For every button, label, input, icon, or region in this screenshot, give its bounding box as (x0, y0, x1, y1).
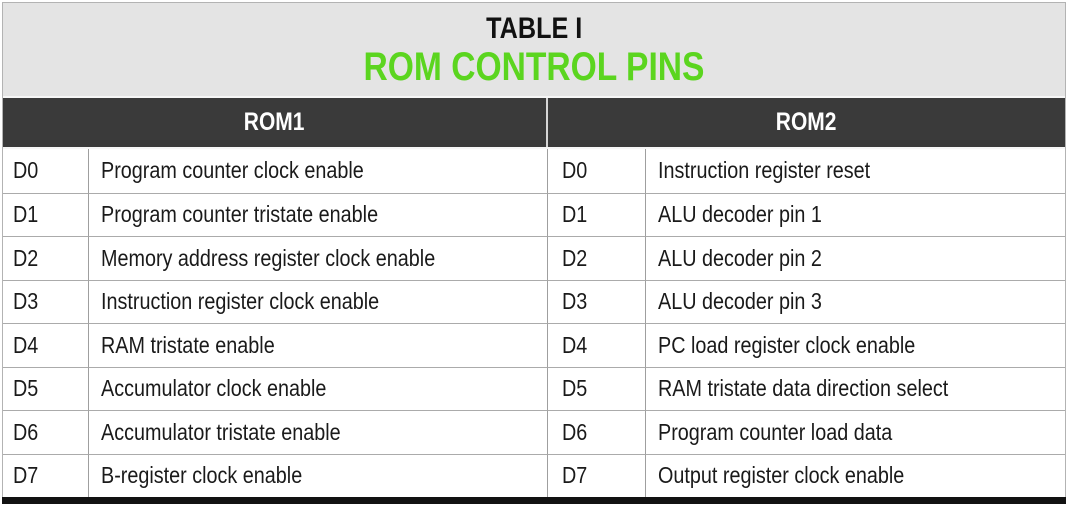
table-number-title (477, 12, 591, 46)
description-cell: B-register clock enable (89, 454, 548, 498)
table-name-title (331, 46, 737, 88)
description-cell: ALU decoder pin 2 (646, 236, 1065, 280)
description-cell: Accumulator clock enable (89, 367, 548, 411)
pin-cell: D1 (3, 193, 89, 237)
description-cell: Instruction register reset (658, 157, 871, 184)
pin-cell: D5 (548, 367, 646, 411)
table-frame (2, 2, 1066, 497)
description-cell: RAM tristate data direction select (646, 367, 1065, 411)
description-cell: Program counter tristate enable (89, 193, 548, 237)
description-cell: Instruction register clock enable (89, 280, 548, 324)
table-number-text: TABLE I (485, 11, 583, 45)
rom1-header-label: ROM1 (244, 108, 305, 136)
pin-cell: D0 (548, 149, 646, 193)
column-header-rom2 (548, 98, 1065, 147)
column-header-row (3, 98, 1065, 147)
description-cell: Accumulator tristate enable (89, 410, 548, 454)
table-name-text: ROM CONTROL PINS (363, 44, 705, 89)
pin-cell: D7 (548, 454, 646, 498)
description-cell: Program counter clock enable (89, 149, 548, 193)
description-cell: Memory address register clock enable (89, 236, 548, 280)
pin-cell: D7 (3, 454, 89, 498)
pin-cell: D1 (548, 193, 646, 237)
pin-cell: D6 (3, 410, 89, 454)
pin-cell: D3 (3, 280, 89, 324)
description-cell: ALU decoder pin 1 (646, 193, 1065, 237)
rom2-header-label: ROM2 (776, 108, 837, 136)
pin-cell: D6 (548, 410, 646, 454)
pin-cell: D3 (548, 280, 646, 324)
description-cell: ALU decoder pin 3 (646, 280, 1065, 324)
pin-table-body (3, 149, 1065, 497)
description-cell: PC load register clock enable (646, 323, 1065, 367)
table-title-band (3, 3, 1065, 96)
column-header-rom1 (3, 98, 548, 147)
description-cell: Program counter load data (646, 410, 1065, 454)
description-cell: RAM tristate enable (89, 323, 548, 367)
description-cell: Output register clock enable (646, 454, 1065, 498)
pin-cell: D4 (3, 323, 89, 367)
pin-cell: D4 (548, 323, 646, 367)
pin-cell: D2 (548, 236, 646, 280)
pin-cell: D5 (3, 367, 89, 411)
bottom-rule (2, 497, 1066, 504)
pin-cell: D2 (3, 236, 89, 280)
pin-cell: D0 (3, 149, 89, 193)
